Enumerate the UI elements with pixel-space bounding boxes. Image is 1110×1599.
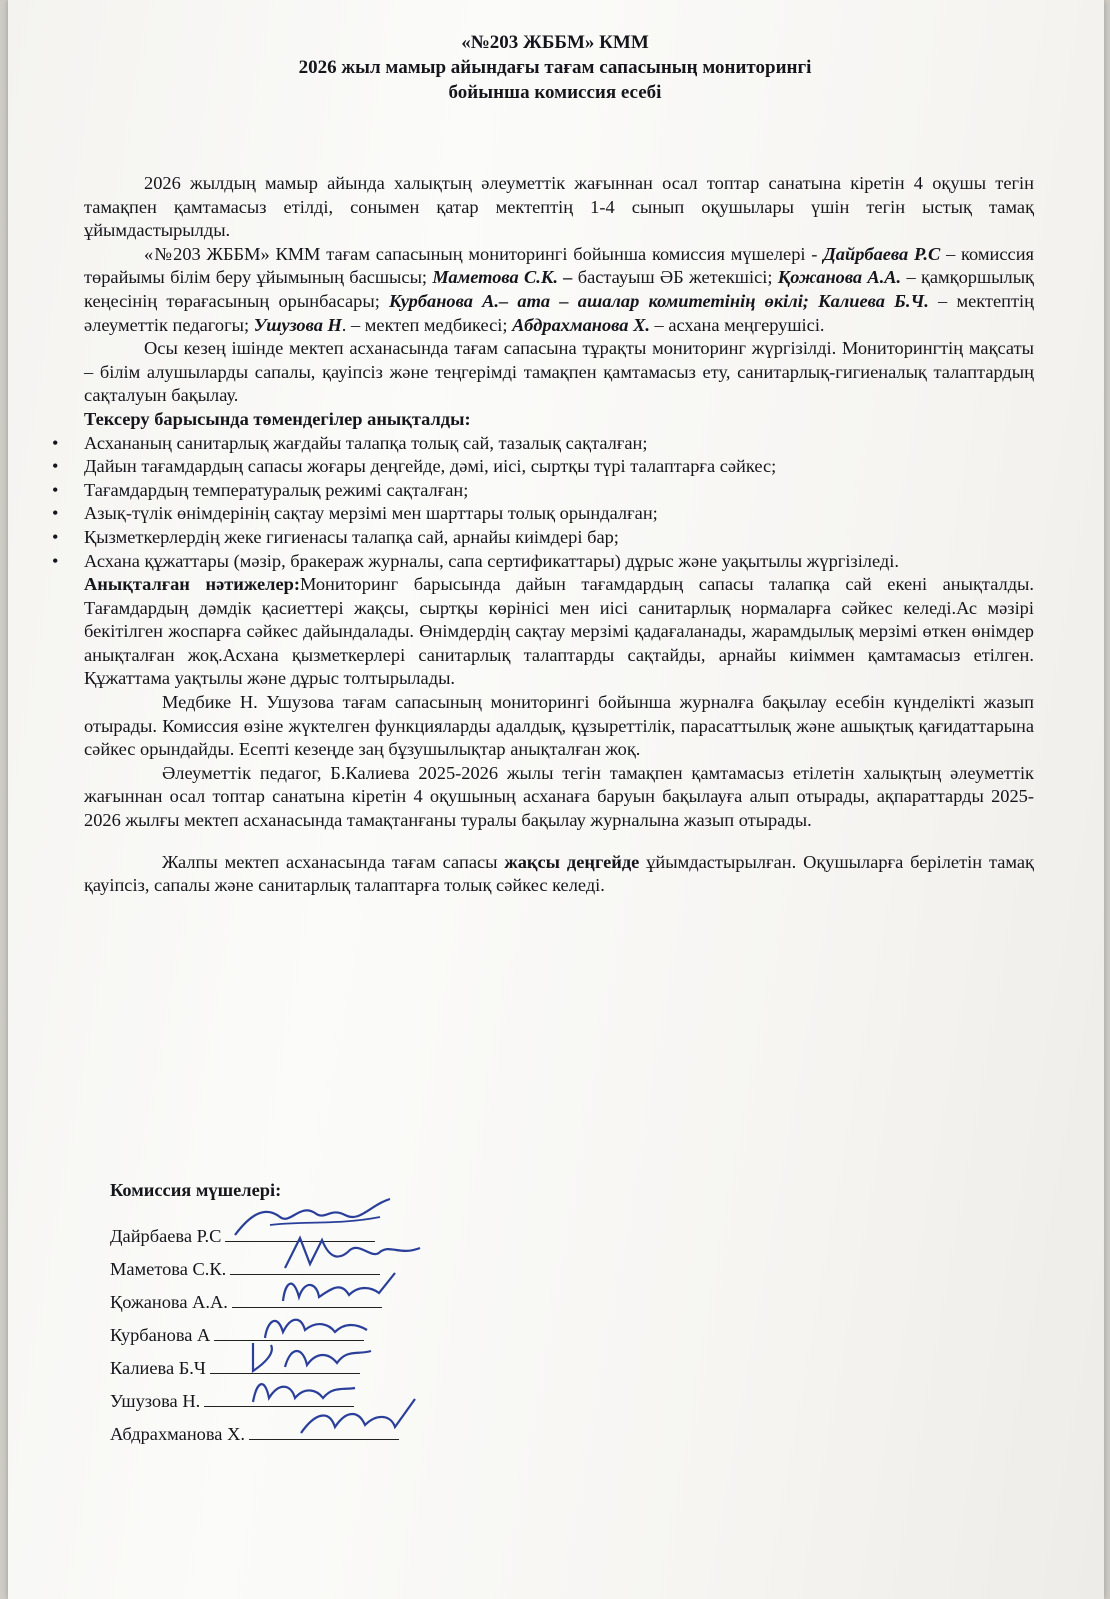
member-role: – мектептің әлеуметтік педагогы; (84, 290, 1034, 335)
paragraph-nurse: Медбике Н. Ушузова тағам сапасының мониторингі бойынша журналға бақылау есебін күнделікті жазып отырады. Комиссия өзіне жүктелген функцияларды адалдық, құзыреттілік, парасаттылық және ашықтық қағидаттарына сәйкес орындайды. Есепті кезеңде заң бұзушылықтар анықталған жоқ. (84, 692, 1034, 760)
report-title-line2: бойынша комиссия есебі (448, 82, 662, 103)
paragraph-monitoring: Осы кезең ішінде мектеп асханасында тағам сапасына тұрақты мониторинг жүргізілді. Мониторингтің мақсаты – білім алушыларды сапалы, қауіпсіз және теңгерімді тамақпен қамтамасыз ету, санитарлық-гигиеналық талаптардың сақталуын бақылау. (84, 338, 1034, 406)
paragraph-intro: 2026 жылдың мамыр айында халықтың әлеуметтік жағыннан осал топтар санатына кіретін 4 оқушы тегін тамақпен қамтамасыз етілді, сонымен қатар мектептің 1-4 сынып оқушылары үшін тегін ыстық тамақ ұйымдастырылды. (84, 173, 1034, 241)
signer-name: Абдрахманова Х. (110, 1424, 245, 1444)
paragraph-commission (84, 243, 1034, 337)
member-role: . – мектеп медбикесі; (341, 314, 513, 335)
member-name: Курбанова А.– ата – ашалар комитетінің өкілі; Калиева Б.Ч. (389, 290, 929, 311)
member-role: – асхана меңгерушісі. (649, 314, 825, 335)
signer-name: Дайрбаева Р.С (110, 1226, 222, 1246)
member-role: – комиссия төрайымы білім беру ұйымының басшысы; (84, 243, 1035, 288)
report-body (84, 172, 1034, 898)
findings-item: • Азық-түлік өнімдерінің сақтау мерзімі мен шарттары толық орындалған; (84, 502, 1034, 526)
member-name: Дайрбаева Р.С (823, 243, 941, 264)
results-text: Мониторинг барысында дайын тағамдардың сапасы талапқа сай екені анықталды. Тағамдардың дәмдік қасиеттері жақсы, сыртқы көрінісі мен иісі санитарлық нормаларға сәйкес келеді.Ас мәзірі бекітілген жоспарға сәйкес дайындалады. Өнімдердің сақтау мерзімі қадағаланады, жарамдылық мерзімі өткен өнімдер анықталған жоқ.Асхана қызметкерлері санитарлық талаптарды сақтайды, арнайы киіммен қамтамасыз етілген. Құжаттама уақтылы және дұрыс толтырылады. (84, 574, 1035, 689)
member-role: бастауыш ӘБ жетекшісі; (572, 267, 778, 288)
document-header (0, 30, 1110, 105)
results-label: Анықталған нәтижелер: (84, 574, 300, 595)
members-title: Комиссия мүшелері: (110, 1180, 282, 1200)
signature-block (110, 1180, 399, 1450)
conclusion-pre: Жалпы мектеп асханасында тағам сапасы (162, 851, 505, 872)
signer-name: Қожанова А.А. (110, 1292, 228, 1312)
member-name: Маметова С.К. – (432, 267, 573, 288)
signature-row (110, 1417, 399, 1450)
member-name: Ушузова Н (253, 314, 342, 335)
member-name: Қожанова А.А. (777, 267, 902, 288)
org-name: «№203 ЖББМ» КММ (461, 32, 649, 53)
commission-intro: «№203 ЖББМ» КММ тағам сапасының мониторингі бойынша комиссия мүшелері - (144, 243, 818, 264)
findings-item: • Қызметкерлердің жеке гигиенасы талапқа сай, арнайы киімдері бар; (84, 526, 1034, 550)
signer-name: Ушузова Н. (110, 1391, 201, 1411)
member-role: – қамқоршылық кеңесінің төрағасының орынбасары; (84, 267, 1034, 311)
paragraph-results (84, 573, 1034, 691)
member-name: Абдрахманова Х. (512, 314, 650, 335)
conclusion-post: ұйымдастырылған. Оқушыларға берілетін тамақ қауіпсіз, сапалы және санитарлық талаптарға толық сәйкес келеді. (84, 851, 1034, 896)
findings-title: Тексеру барысында төмендегілер анықталды: (84, 408, 471, 429)
paragraph-conclusion (84, 851, 1034, 898)
conclusion-emphasis: жақсы деңгейде (504, 851, 640, 872)
paragraph-social-pedagog: Әлеуметтік педагог, Б.Калиева 2025-2026 жылы тегін тамақпен қамтамасыз етілетін халықтың әлеуметтік жағыннан осал топтар санатына кіретін 4 оқушының асханаға баруын бақылауға алып отырады, ақпараттарды 2025-2026 жылғы мектеп асханасында тамақтанғаны туралы бақылау журналына жазып отырады. (84, 762, 1034, 831)
findings-item: • Асхана құжаттары (мәзір, бракераж журналы, сапа сертификаттары) дұрыс және уақытылы жүргізіледі. (84, 550, 1034, 574)
signer-name: Маметова С.К. (110, 1259, 227, 1279)
findings-item: • Асхананың санитарлық жағдайы талапқа толық сай, тазалық сақталған; (84, 432, 1034, 456)
signer-name: Курбанова А (110, 1325, 211, 1345)
findings-item: • Дайын тағамдардың сапасы жоғары деңгейде, дәмі, иісі, сыртқы түрі талаптарға сәйкес; (84, 455, 1034, 479)
findings-item: • Тағамдардың температуралық режимі сақталған; (84, 479, 1034, 503)
signer-name: Калиева Б.Ч (110, 1358, 206, 1378)
handwritten-signature (295, 1393, 445, 1443)
report-title-line1: 2026 жыл мамыр айындағы тағам сапасының мониторингі (298, 57, 812, 78)
findings-list (84, 432, 1034, 574)
